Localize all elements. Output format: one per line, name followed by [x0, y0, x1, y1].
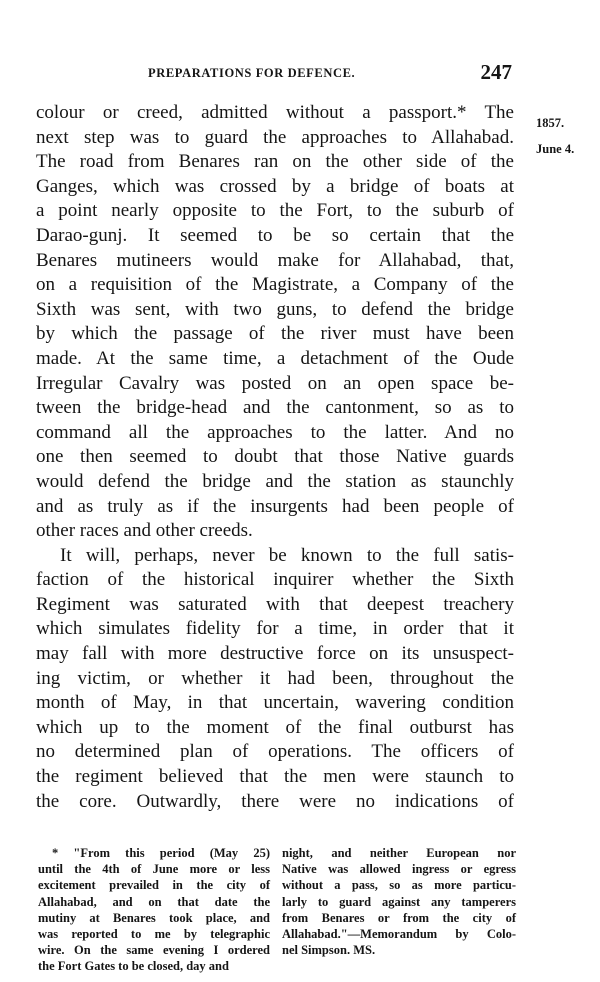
- footnote-line: excitement prevailed in the city of: [38, 878, 270, 893]
- footnote-line: wire. On the same evening I ordered: [38, 943, 270, 958]
- text-line: no determined plan of operations. The officers of: [36, 741, 514, 763]
- margin-note-date: June 4.: [536, 142, 575, 156]
- text-line: which simulates fidelity for a time, in order that it: [36, 618, 514, 640]
- footnote-line: larly to guard against any tamperers: [282, 894, 516, 909]
- footnote-right-column: [282, 845, 516, 958]
- text-line: Darao-gunj. It seemed to be so certain that the: [36, 224, 514, 246]
- footnote-line: night, and neither European nor: [282, 846, 516, 860]
- text-line: tween the bridge-head and the cantonment, so as to: [36, 397, 514, 419]
- text-line: month of May, in that uncertain, wavering condition: [36, 692, 514, 714]
- running-head: [36, 62, 516, 84]
- text-line: next step was to guard the approaches to Allahabad.: [36, 126, 514, 148]
- text-line: The road from Benares ran on the other side of the: [36, 151, 514, 173]
- text-line: command all the approaches to the latter. And no: [36, 421, 514, 443]
- text-line: faction of the historical inquirer whether the Sixth: [36, 569, 514, 591]
- text-line: by which the passage of the river must have been: [36, 323, 514, 345]
- text-line: the core. Outwardly, there were no indications of: [36, 790, 514, 812]
- running-title: PREPARATIONS FOR DEFENCE.: [148, 66, 356, 80]
- text-line: Regiment was saturated with that deepest treachery: [36, 593, 514, 615]
- text-line: made. At the same time, a detachment of the Oude: [36, 347, 514, 369]
- footnote-line: the Fort Gates to be closed, day and: [38, 959, 229, 974]
- text-line: colour or creed, admitted without a passport.* The: [36, 102, 514, 123]
- body-text: [36, 101, 514, 814]
- margin-note-year: 1857.: [536, 116, 565, 130]
- text-line: It will, perhaps, never be known to the full satis-: [60, 544, 514, 566]
- text-line: which up to the moment of the final outburst has: [36, 716, 514, 738]
- footnote-line: until the 4th of June more or less: [38, 862, 270, 877]
- footnote-line: mutiny at Benares took place, and: [38, 910, 270, 925]
- page-number: 247: [480, 60, 512, 84]
- text-line: the regiment believed that the men were staunch to: [36, 766, 514, 788]
- text-line: Benares mutineers would make for Allahabad, that,: [36, 249, 514, 271]
- footnote-left-column: [38, 845, 270, 975]
- margin-note: [536, 110, 596, 162]
- footnote-line: Native was allowed ingress or egress: [282, 862, 516, 877]
- footnote-line: was reported to me by telegraphic: [38, 926, 270, 941]
- text-line: on a requisition of the Magistrate, a Company of the: [36, 274, 514, 296]
- text-line: other races and other creeds.: [36, 520, 253, 542]
- text-line: Ganges, which was crossed by a bridge of boats at: [36, 175, 514, 197]
- text-line: ing victim, or whether it had been, throughout the: [36, 667, 514, 689]
- footnote-line: Allahabad, and on that date the: [38, 894, 270, 909]
- text-line: one then seemed to doubt that those Native guards: [36, 446, 514, 468]
- footnote-line: * "From this period (May 25): [52, 846, 270, 860]
- text-line: a point nearly opposite to the Fort, to the suburb of: [36, 200, 514, 222]
- text-line: would defend the bridge and the station as staunchly: [36, 470, 514, 492]
- footnote-line: without a pass, so as more particu-: [282, 878, 516, 893]
- footnote-line: from Benares or from the city of: [282, 910, 516, 925]
- text-line: Irregular Cavalry was posted on an open space be-: [36, 372, 514, 394]
- text-line: may fall with more destructive force on its unsuspect-: [36, 643, 514, 665]
- footnote-line: Allahabad."—Memorandum by Colo-: [282, 926, 516, 941]
- text-line: Sixth was sent, with two guns, to defend the bridge: [36, 298, 514, 320]
- footnote-line: nel Simpson. MS.: [282, 943, 376, 958]
- text-line: and as truly as if the insurgents had been people of: [36, 495, 514, 517]
